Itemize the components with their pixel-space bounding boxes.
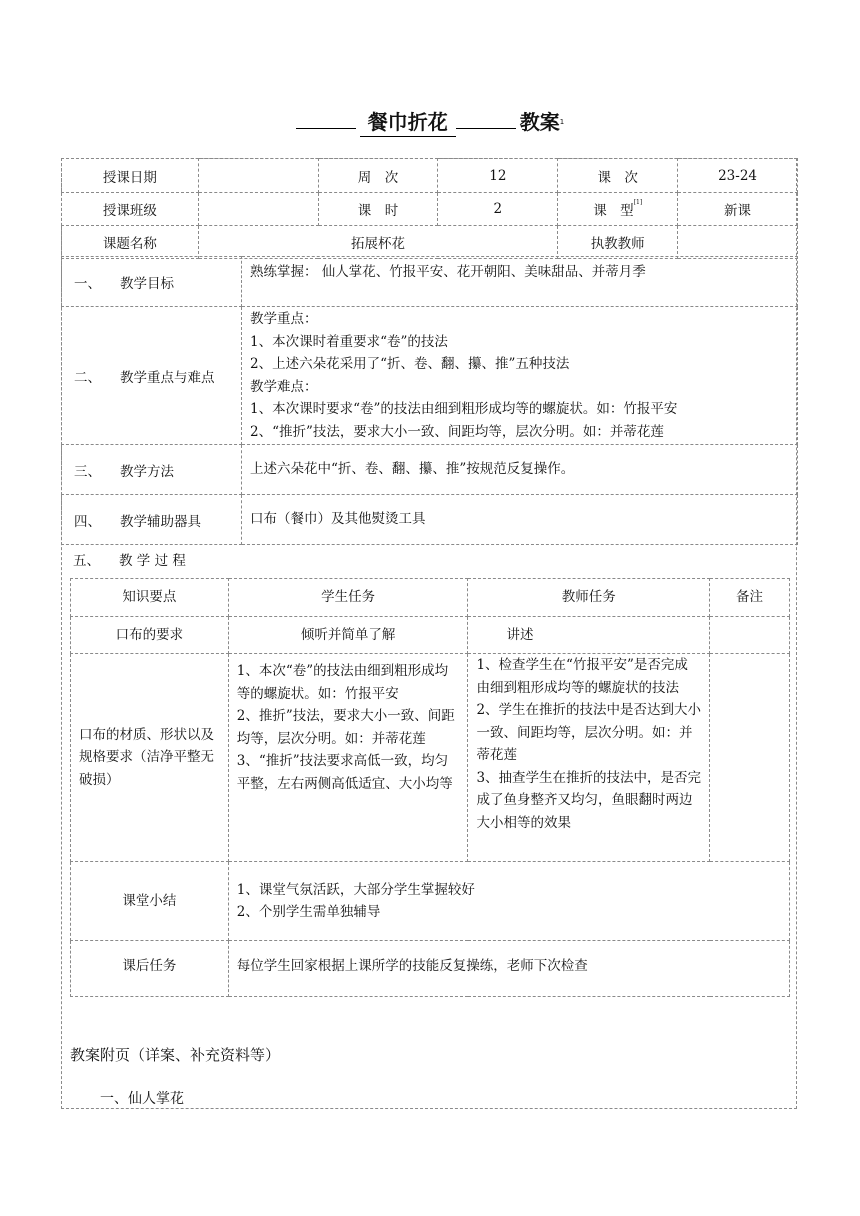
row2-student: 1、本次“卷”的技法由细到粗形成均等的螺旋状。如：竹报平安 2、推折”技法，要求大小一致、间距均等，层次分明。如：并蒂花莲 3、“推折”技法要求高低一致，均匀平整，左右两侧高低适宜、大小均等: [228, 654, 468, 862]
row1-teacher: 讲述: [468, 617, 710, 654]
date-label: 授课日期: [62, 159, 199, 193]
type-label: 课 型: [593, 203, 634, 219]
appendix-subheading: 一、仙人掌花: [100, 1091, 184, 1107]
topic-label: 课题名称: [62, 226, 199, 259]
key-line: 1、本次课时着重要求“卷”的技法: [250, 333, 448, 350]
tools-num: 四、: [74, 513, 101, 530]
key-line: 教学难点：: [250, 378, 318, 395]
process-row: [71, 617, 790, 654]
teacher-value: [678, 226, 798, 259]
summary-row: [71, 862, 790, 941]
method-num: 三、: [74, 463, 101, 480]
week-value: 12: [438, 159, 558, 193]
title-blank: [296, 128, 356, 129]
goal-content: 熟练掌握： 仙人掌花、竹报平安、花开朝阳、美味甜品、并蒂月季: [242, 257, 798, 307]
row1-point: 口布的要求: [71, 617, 229, 654]
title-suffix: 教案: [519, 110, 560, 134]
info-row-2: [62, 193, 798, 226]
row2-teacher: 1、检查学生在“竹报平安”是否完成由细到粗形成均等的螺旋状的技法 2、学生在推折的技法中是否达到大小一致、间距均等，层次分明。如：并蒂花莲 3、抽查学生在推折的技法中，是否完成了鱼身整齐又均匀，鱼眼翻时两边大小相等的效果: [468, 654, 710, 862]
header-teacher: 教师任务: [468, 579, 710, 617]
method-content: 上述六朵花中“折、卷、翻、攥、推”按规范反复操作。: [242, 445, 798, 495]
method-label-cell: [62, 445, 242, 495]
sections-table: [61, 256, 798, 545]
process-num: 五、: [73, 553, 100, 569]
header-student: 学生任务: [228, 579, 468, 617]
process-table: [70, 578, 790, 997]
section-key: [62, 307, 798, 445]
summary-line: 1、课堂气氛活跃，大部分学生掌握较好: [236, 881, 475, 898]
key-line: 教学重点：: [250, 311, 318, 327]
homework-row: [71, 941, 790, 997]
topic-value: 拓展杯花: [198, 226, 557, 259]
goal-num: 一、: [74, 275, 101, 292]
type-value: 新课: [678, 193, 798, 226]
type-footnote: [1]: [633, 199, 643, 206]
info-row-1: [62, 159, 798, 193]
lesson-no-value: 23-24: [678, 159, 798, 193]
class-value: [198, 193, 318, 226]
row1-student: 倾听并简单了解: [228, 617, 468, 654]
key-num: 二、: [74, 369, 101, 386]
key-label: 教学重点与难点: [120, 369, 215, 386]
tools-label-cell: [62, 495, 242, 545]
lesson-no-label: 课 次: [558, 159, 678, 193]
title-blank-2: [456, 128, 516, 129]
summary-line: 2、个别学生需单独辅导: [236, 904, 381, 920]
process-header-row: [71, 579, 790, 617]
key-line: 1、本次课时要求“卷”的技法由细到粗形成均等的螺旋状。如：竹报平安: [250, 401, 678, 417]
row2-note: [710, 654, 790, 862]
tools-label: 教学辅助器具: [120, 513, 201, 530]
date-value: [198, 159, 318, 193]
key-line: 2、“推折”技法，要求大小一致、间距均等，层次分明。如：并蒂花莲: [250, 423, 664, 440]
tools-content: 口布（餐巾）及其他熨烫工具: [242, 495, 798, 545]
section-tools: [62, 495, 798, 545]
process-label: 教 学 过 程: [119, 553, 186, 569]
row2-point: 口布的材质、形状以及规格要求（洁净平整无破损）: [71, 654, 229, 862]
summary-content: [228, 862, 789, 941]
header-point: 知识要点: [71, 579, 229, 617]
appendix-heading: 教案附页（详案、补充资料等）: [70, 1046, 281, 1064]
goal-label-cell: [62, 257, 242, 307]
key-line: 2、上述六朵花采用了“折、卷、翻、攥、推”五种技法: [250, 356, 570, 372]
section-goal: [62, 257, 798, 307]
key-content: [242, 307, 798, 445]
section-method: [62, 445, 798, 495]
week-label: 周 次: [318, 159, 438, 193]
method-label: 教学方法: [120, 463, 174, 480]
title-footnote: 1: [559, 118, 565, 126]
hours-value: 2: [438, 193, 558, 226]
title-topic: 餐巾折花: [360, 108, 456, 137]
process-row: [71, 654, 790, 862]
teacher-label: 执教教师: [558, 226, 678, 259]
info-row-3: [62, 226, 798, 259]
header-note: 备注: [710, 579, 790, 617]
process-heading: [73, 551, 186, 571]
type-label-cell: [558, 193, 678, 226]
key-label-cell: [62, 307, 242, 445]
summary-label: 课堂小结: [71, 862, 229, 941]
hours-label: 课 时: [318, 193, 438, 226]
class-label: 授课班级: [62, 193, 199, 226]
homework-label: 课后任务: [71, 941, 229, 997]
goal-label: 教学目标: [120, 275, 174, 292]
row1-note: [710, 617, 790, 654]
page-title: [0, 108, 860, 137]
info-table: [61, 158, 798, 259]
homework-content: 每位学生回家根据上课所学的技能反复操练，老师下次检查: [228, 941, 789, 997]
